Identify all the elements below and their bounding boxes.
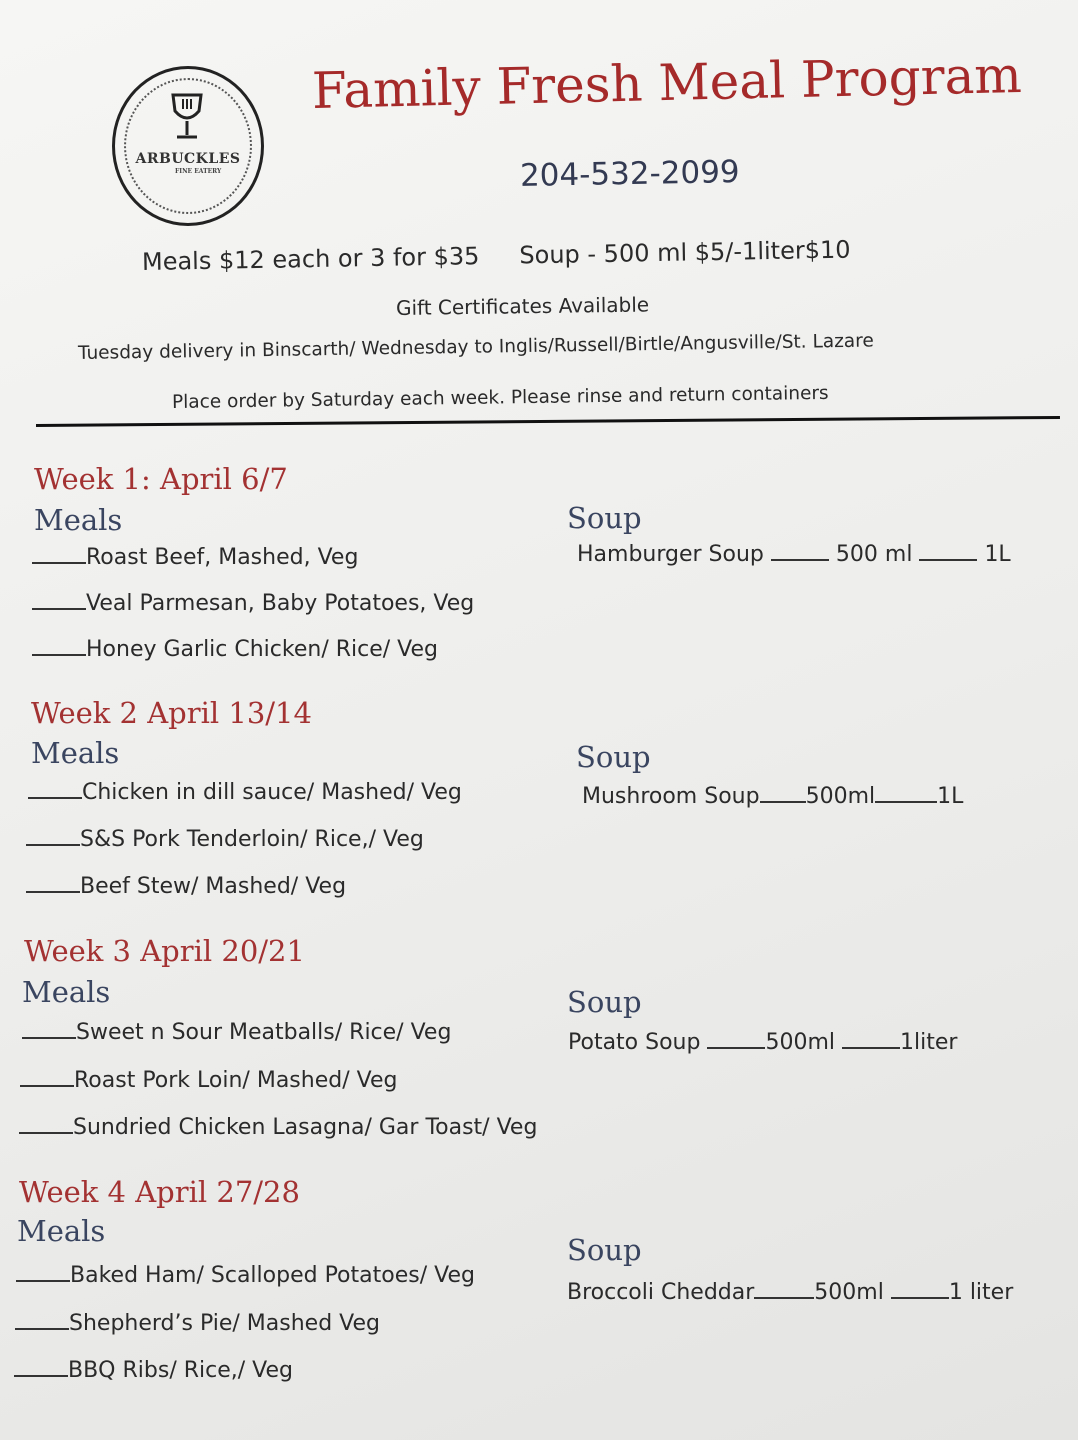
meal-label: Sundried Chicken Lasagna/ Gar Toast/ Veg xyxy=(73,1115,538,1140)
soup-size-large: 1L xyxy=(984,542,1011,567)
soup-name: Broccoli Cheddar xyxy=(567,1280,755,1305)
soup-size-large: 1 liter xyxy=(948,1280,1014,1305)
meal-option[interactable] xyxy=(26,874,346,899)
meal-option[interactable] xyxy=(14,1358,293,1383)
soup-option[interactable] xyxy=(582,784,963,809)
soup-option[interactable] xyxy=(568,1030,957,1055)
meal-label: Shepherd’s Pie/ Mashed Veg xyxy=(69,1311,380,1336)
order-blank[interactable] xyxy=(14,1359,68,1377)
soup-size-small: 500ml xyxy=(805,784,876,809)
soup-size-small: 500 ml xyxy=(835,542,913,567)
meals-heading: Meals xyxy=(17,1214,106,1248)
order-blank[interactable] xyxy=(760,785,806,803)
order-blank[interactable] xyxy=(875,785,937,803)
soup-option[interactable] xyxy=(567,1280,1013,1305)
week-title: Week 3 April 20/21 xyxy=(24,934,305,968)
meal-label: S&S Pork Tenderloin/ Rice,/ Veg xyxy=(80,827,424,852)
order-blank[interactable] xyxy=(771,543,829,561)
soup-price: Soup - 500 ml $5/-1liter$10 xyxy=(519,235,851,270)
pricing-line xyxy=(142,236,851,276)
order-blank[interactable] xyxy=(32,638,86,656)
order-blank[interactable] xyxy=(15,1312,69,1330)
meal-option[interactable] xyxy=(32,637,438,662)
logo-subtitle: FINE EATERY xyxy=(175,168,222,175)
page-title: Family Fresh Meal Program xyxy=(311,45,1023,120)
meal-option[interactable] xyxy=(26,827,424,852)
week-title: Week 2 April 13/14 xyxy=(31,696,312,730)
meal-label: BBQ Ribs/ Rice,/ Veg xyxy=(68,1358,293,1383)
order-deadline-note: Place order by Saturday each week. Please rinse and return containers xyxy=(171,382,829,413)
meal-label: Honey Garlic Chicken/ Rice/ Veg xyxy=(86,637,439,662)
soup-heading: Soup xyxy=(567,501,642,535)
soup-size-small: 500ml xyxy=(814,1280,884,1305)
meal-option[interactable] xyxy=(16,1263,475,1288)
meals-heading: Meals xyxy=(22,975,111,1009)
gift-certificates-note: Gift Certificates Available xyxy=(395,292,650,320)
soup-heading: Soup xyxy=(567,985,642,1019)
order-blank[interactable] xyxy=(19,1116,73,1134)
soup-name: Potato Soup xyxy=(568,1030,701,1055)
order-blank[interactable] xyxy=(26,875,80,893)
order-blank[interactable] xyxy=(26,828,80,846)
order-blank[interactable] xyxy=(754,1281,814,1299)
order-blank[interactable] xyxy=(707,1031,765,1049)
meal-option[interactable] xyxy=(19,1115,537,1140)
order-blank[interactable] xyxy=(919,543,977,561)
soup-option[interactable] xyxy=(577,542,1011,567)
soup-name: Hamburger Soup xyxy=(577,542,764,567)
meal-option[interactable] xyxy=(32,591,474,616)
order-blank[interactable] xyxy=(842,1031,900,1049)
header-divider xyxy=(36,416,1060,427)
soup-size-large: 1liter xyxy=(900,1030,958,1055)
meal-option[interactable] xyxy=(22,1020,451,1045)
meal-label: Roast Pork Loin/ Mashed/ Veg xyxy=(74,1068,398,1093)
meal-option[interactable] xyxy=(28,780,462,805)
meal-label: Roast Beef, Mashed, Veg xyxy=(86,545,359,570)
order-blank[interactable] xyxy=(32,546,86,564)
soup-heading: Soup xyxy=(576,740,651,774)
soup-heading: Soup xyxy=(567,1233,642,1267)
meal-option[interactable] xyxy=(15,1311,380,1336)
order-blank[interactable] xyxy=(20,1069,74,1087)
meal-option[interactable] xyxy=(32,545,358,570)
meal-label: Beef Stew/ Mashed/ Veg xyxy=(80,874,347,899)
meal-label: Chicken in dill sauce/ Mashed/ Veg xyxy=(82,780,462,805)
soup-size-large: 1L xyxy=(937,784,964,809)
soup-size-small: 500ml xyxy=(765,1030,836,1055)
order-blank[interactable] xyxy=(16,1264,70,1282)
order-blank[interactable] xyxy=(891,1281,949,1299)
phone-number: 204-532-2099 xyxy=(519,154,740,194)
logo-name: ARBUCKLES xyxy=(135,151,241,167)
order-blank[interactable] xyxy=(32,592,86,610)
soup-name: Mushroom Soup xyxy=(582,784,760,809)
meal-label: Sweet n Sour Meatballs/ Rice/ Veg xyxy=(76,1020,452,1045)
delivery-schedule: Tuesday delivery in Binscarth/ Wednesday to Inglis/Russell/Birtle/Angusville/St. Lazare xyxy=(77,330,874,364)
meal-label: Veal Parmesan, Baby Potatoes, Veg xyxy=(86,591,475,616)
order-blank[interactable] xyxy=(22,1021,76,1039)
week-title: Week 1: April 6/7 xyxy=(34,462,288,496)
week-title: Week 4 April 27/28 xyxy=(19,1175,300,1209)
meals-heading: Meals xyxy=(31,736,120,770)
meals-heading: Meals xyxy=(34,503,123,537)
meal-option[interactable] xyxy=(20,1068,397,1093)
meals-price: Meals $12 each or 3 for $35 xyxy=(141,242,480,276)
meal-label: Baked Ham/ Scalloped Potatoes/ Veg xyxy=(70,1263,475,1288)
order-blank[interactable] xyxy=(28,781,82,799)
